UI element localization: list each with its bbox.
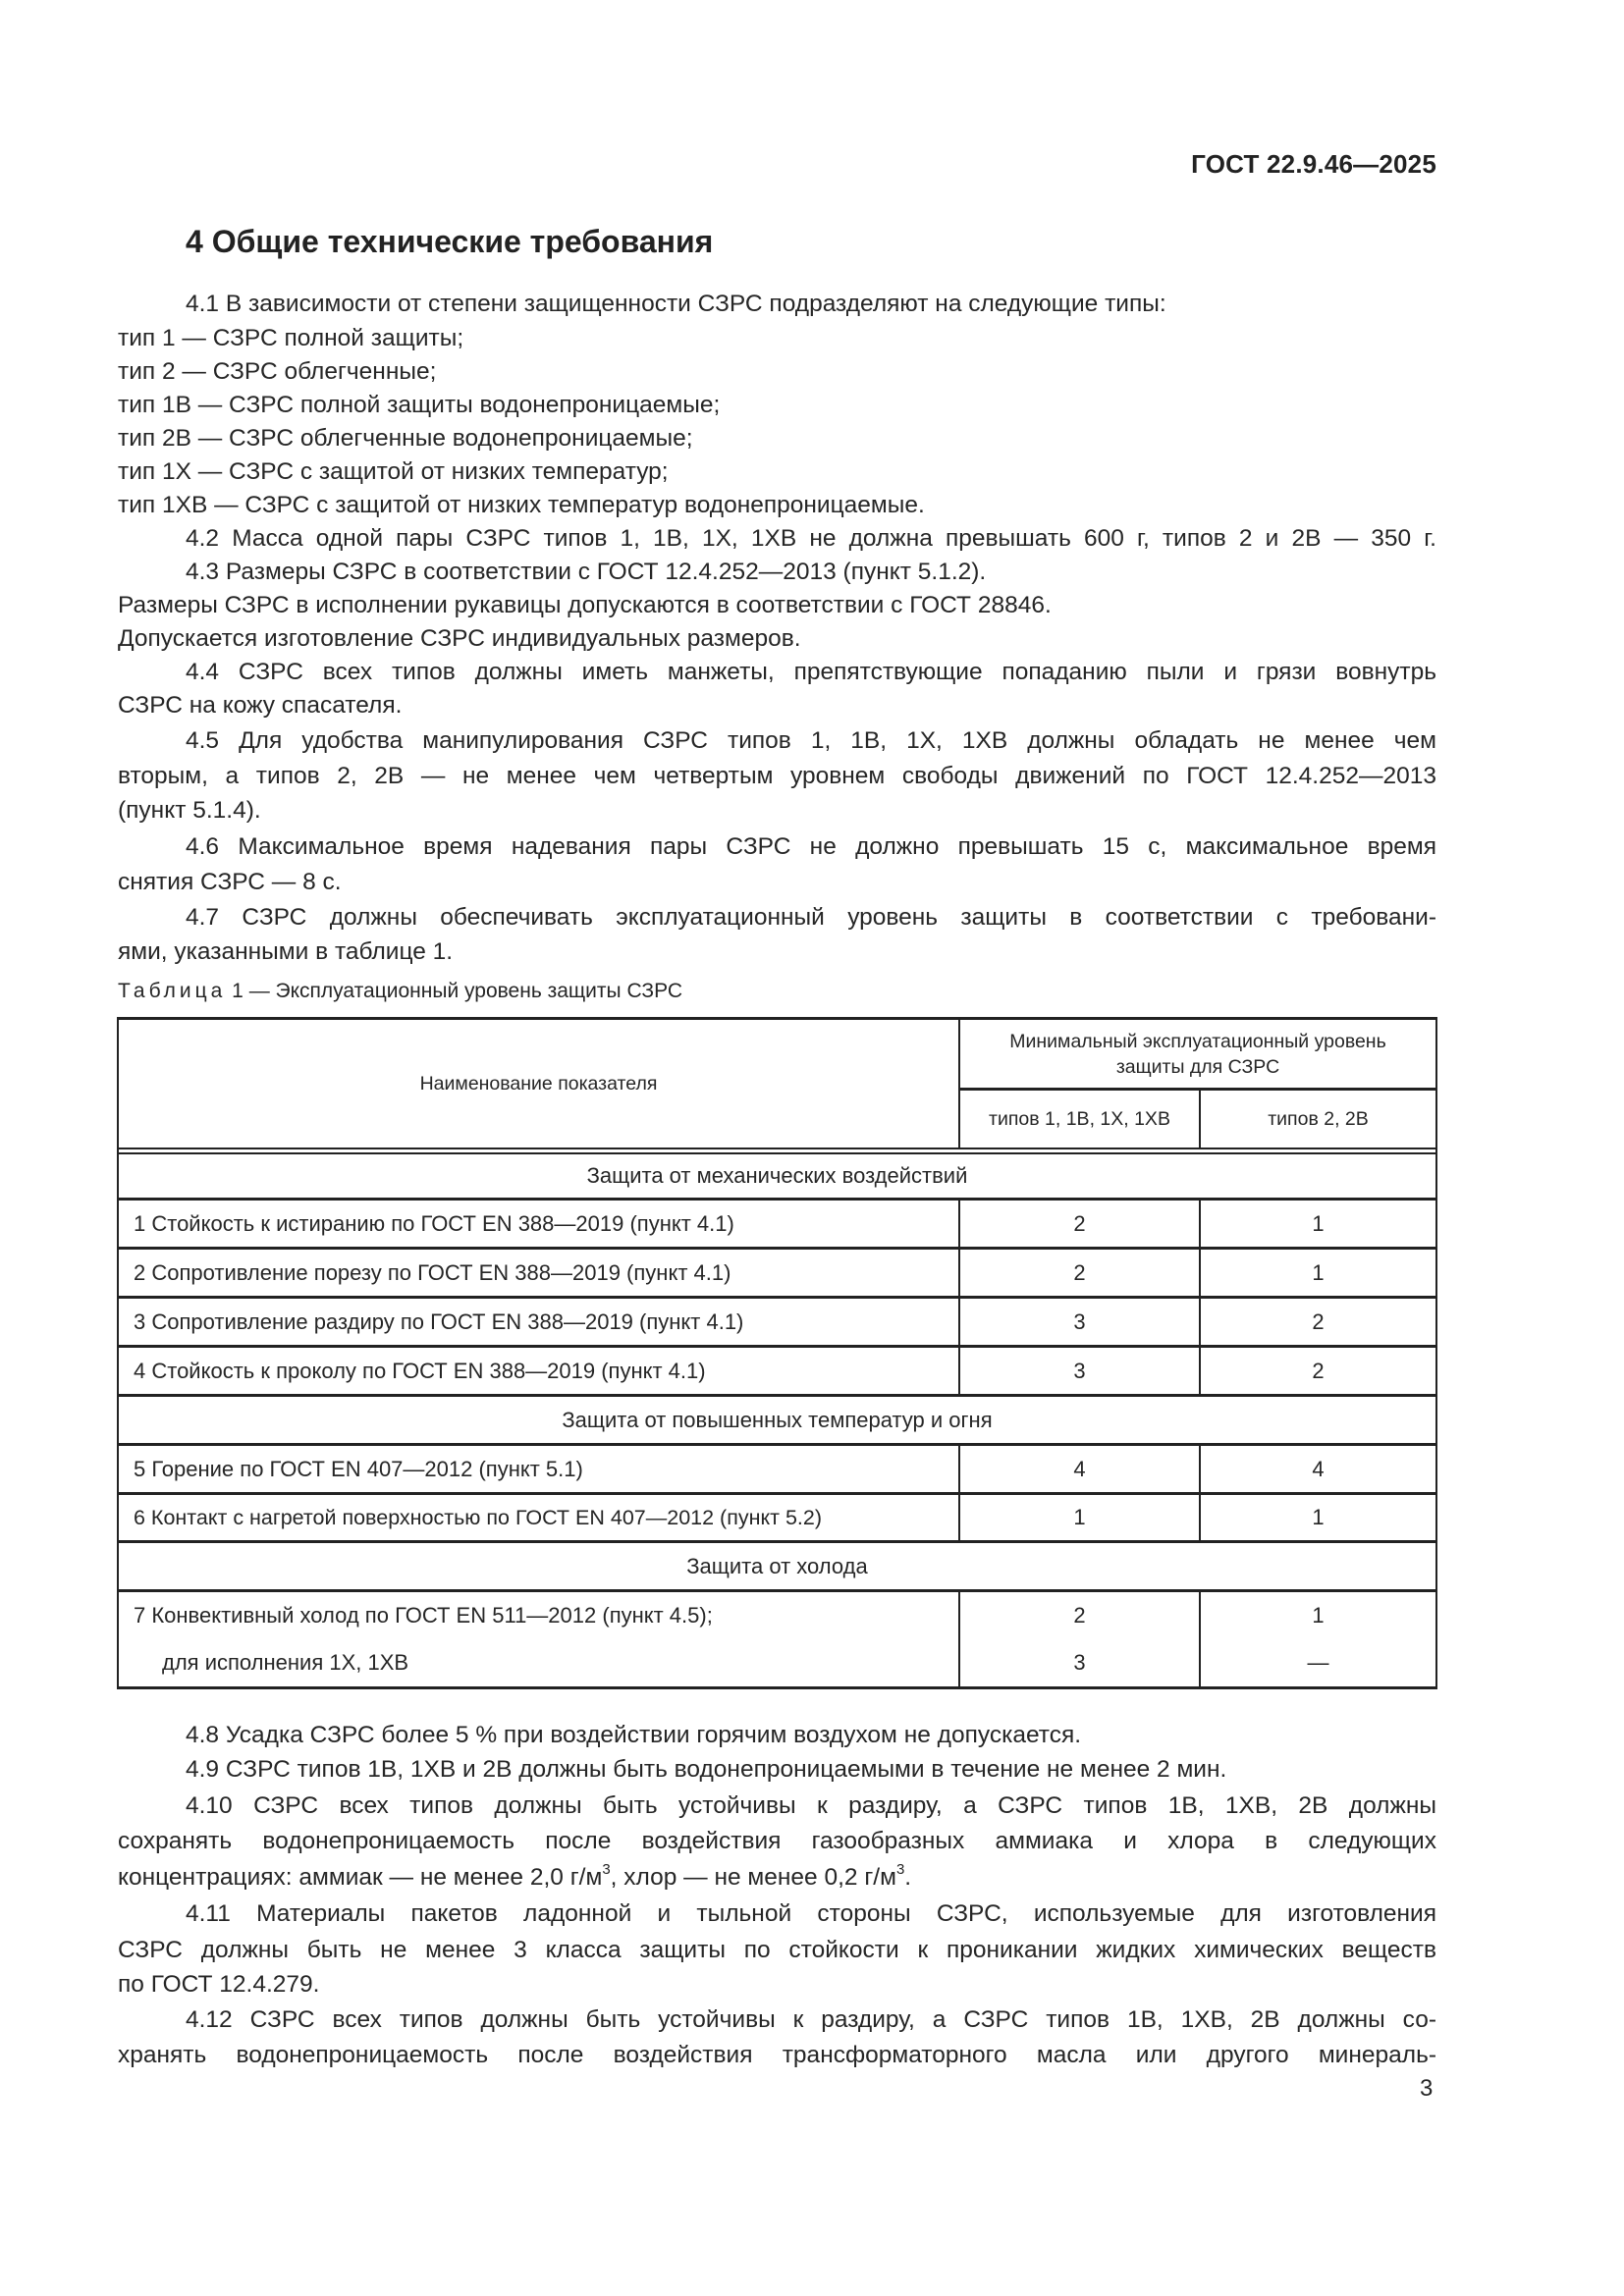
text-line: 4.6 Максимальное время надевания пары СЗРС не должно превышать 15 с, максимальное время (186, 833, 1436, 860)
table-row-name: 1 Стойкость к истиранию по ГОСТ EN 388—2019 (пункт 4.1) (134, 1210, 734, 1236)
superscript: 3 (895, 1860, 905, 1878)
document-code: ГОСТ 22.9.46—2025 (1191, 149, 1436, 179)
text-line: тип 1ХВ — СЗРС с защитой от низких температур водонепроницаемые. (118, 492, 925, 518)
table-row-value: 4 (1073, 1456, 1086, 1481)
table-row-value: 1 (1312, 1505, 1325, 1529)
text-line: (пункт 5.1.4). (118, 797, 261, 824)
text-line: тип 2В — СЗРС облегченные водонепроницаемые; (118, 425, 693, 452)
table-row-value: 3 (1073, 1650, 1086, 1675)
text-line: 4.1 В зависимости от степени защищенности СЗРС подразделяют на следующие типы: (186, 291, 1166, 317)
header-group-line: Минимальный эксплуатационный уровень (1009, 1030, 1386, 1052)
header-col-types-2: типов 2, 2В (1268, 1108, 1369, 1130)
table-row-value: 2 (1312, 1308, 1325, 1334)
text-line: тип 1В — СЗРС полной защиты водонепроницаемые; (118, 392, 721, 418)
table-row-name: 2 Сопротивление порезу по ГОСТ EN 388—2019 (пункт 4.1) (134, 1259, 731, 1285)
text-line: 4.3 Размеры СЗРС в соответствии с ГОСТ 12.4.252—2013 (пункт 5.1.2). (186, 559, 987, 585)
table-row-value: 2 (1073, 1259, 1086, 1285)
text-line: 4.2 Масса одной пары СЗРС типов 1, 1В, 1Х, 1ХВ не должна превышать 600 г, типов 2 и 2В — 350 г. (186, 525, 1436, 552)
text-line: сохранять водонепроницаемость после воздействия газообразных аммиака и хлора в следующих (118, 1828, 1436, 1854)
table-border-bottom (117, 1686, 1437, 1689)
text-line: вторым, а типов 2, 2В — не менее чем четвертым уровнем свободы движений по ГОСТ 12.4.252—2013 (118, 763, 1436, 789)
table-row-value: 2 (1073, 1603, 1086, 1628)
text-line: СЗРС должны быть не менее 3 класса защиты по стойкости к проникании жидких химических веществ (118, 1937, 1436, 1963)
table-row-value: — (1307, 1650, 1329, 1675)
table-row-value: 3 (1073, 1358, 1086, 1383)
table-row-name: 7 Конвективный холод по ГОСТ EN 511—2012 (пункт 4.5); (134, 1603, 713, 1628)
table-row-name: 5 Горение по ГОСТ EN 407—2012 (пункт 5.1) (134, 1456, 583, 1481)
header-group-column (960, 1020, 1435, 1088)
table-row-value: 3 (1073, 1308, 1086, 1334)
text-fragment: . (904, 1864, 912, 1891)
table-row-name: для исполнения 1Х, 1ХВ (162, 1650, 409, 1675)
header-group-line: защиты для СЗРС (1115, 1055, 1280, 1078)
table-caption-prefix: Таблица (118, 980, 227, 1002)
superscript: 3 (602, 1860, 611, 1878)
table-caption-text: 1 — Эксплуатационный уровень защиты СЗРС (226, 980, 683, 1002)
text-fragment: концентрациях: аммиак — не менее 2,0 г/м (118, 1864, 603, 1891)
header-col-types-1: типов 1, 1В, 1Х, 1ХВ (989, 1108, 1170, 1130)
text-line: по ГОСТ 12.4.279. (118, 1971, 320, 1998)
table-row-value: 2 (1073, 1210, 1086, 1236)
text-line: ями, указанными в таблице 1. (118, 938, 454, 965)
text-line: СЗРС на кожу спасателя. (118, 692, 403, 719)
text-line (118, 1860, 1436, 1893)
text-line: 4.7 СЗРС должны обеспечивать эксплуатационный уровень защиты в соответствии с требовани- (186, 904, 1436, 931)
text-line: 4.10 СЗРС всех типов должны быть устойчивы к раздиру, а СЗРС типов 1В, 1ХВ, 2В должны (186, 1792, 1436, 1819)
table-row-value: 4 (1312, 1456, 1325, 1481)
text-line: 4.4 СЗРС всех типов должны иметь манжеты, препятствующие попаданию пыли и грязи вовнутрь (186, 659, 1436, 685)
table-row-value: 1 (1073, 1505, 1086, 1529)
text-line: 4.11 Материалы пакетов ладонной и тыльной стороны СЗРС, используемые для изготовления (186, 1900, 1436, 1927)
table-row-value: 1 (1312, 1259, 1325, 1285)
text-line: тип 1 — СЗРС полной защиты; (118, 325, 464, 351)
table-rule (117, 1148, 1437, 1149)
table-row-name: 3 Сопротивление раздиру по ГОСТ EN 388—2019 (пункт 4.1) (134, 1308, 744, 1334)
text-line: хранять водонепроницаемость после воздействия трансформаторного масла или другого минераль- (118, 2042, 1436, 2068)
text-fragment: , хлор — не менее 0,2 г/м (610, 1864, 896, 1891)
table-row-name: 4 Стойкость к проколу по ГОСТ EN 388—2019 (пункт 4.1) (134, 1358, 706, 1383)
text-line: тип 1Х — СЗРС с защитой от низких температур; (118, 458, 669, 485)
page-number: 3 (1420, 2075, 1434, 2102)
text-line: Допускается изготовление СЗРС индивидуальных размеров. (118, 625, 801, 652)
table-row-value: 1 (1312, 1603, 1325, 1628)
text-line: 4.8 Усадка СЗРС более 5 % при воздействии горячим воздухом не допускается. (186, 1722, 1082, 1748)
text-line: тип 2 — СЗРС облегченные; (118, 358, 437, 385)
table-row-value: 2 (1312, 1358, 1325, 1383)
table-border-right (1435, 1017, 1437, 1689)
table-section-title: Защита от повышенных температур и огня (562, 1407, 993, 1432)
text-line: Размеры СЗРС в исполнении рукавицы допускаются в соответствии с ГОСТ 28846. (118, 592, 1052, 618)
text-line: 4.12 СЗРС всех типов должны быть устойчивы к раздиру, а СЗРС типов 1В, 1ХВ, 2В должны со- (186, 2006, 1436, 2033)
table-caption (118, 978, 682, 1005)
table-section-title: Защита от механических воздействий (586, 1163, 968, 1188)
table-row-value: 1 (1312, 1210, 1325, 1236)
text-line: снятия СЗРС — 8 с. (118, 869, 342, 895)
text-line: 4.5 Для удобства манипулирования СЗРС типов 1, 1В, 1Х, 1ХВ должны обладать не менее чем (186, 727, 1436, 754)
header-name-column: Наименование показателя (419, 1073, 658, 1095)
table-row-name: 6 Контакт с нагретой поверхностью по ГОСТ EN 407—2012 (пункт 5.2) (134, 1505, 822, 1529)
text-line: 4.9 СЗРС типов 1В, 1ХВ и 2В должны быть водонепроницаемыми в течение не менее 2 мин. (186, 1756, 1227, 1783)
table-section-title: Защита от холода (686, 1553, 868, 1578)
section-title: 4 Общие технические требования (186, 224, 714, 259)
